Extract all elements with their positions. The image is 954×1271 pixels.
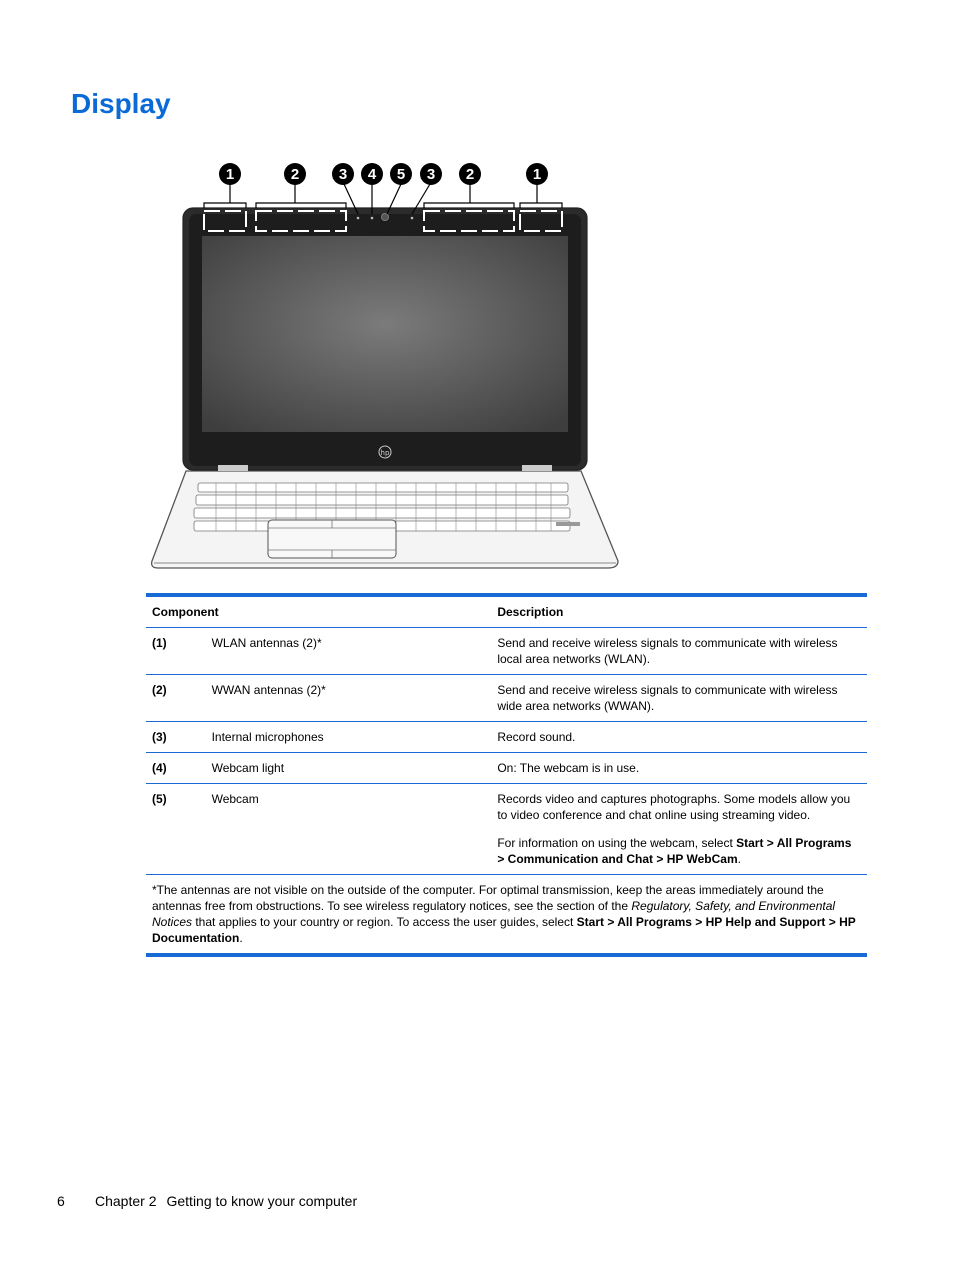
table-row (146, 675, 867, 722)
row-component: WWAN antennas (2)* (211, 683, 326, 697)
row-description: Record sound. (497, 730, 576, 744)
table-footnote-row (146, 875, 867, 956)
webcam-info (497, 835, 861, 867)
row-component: WLAN antennas (2)* (211, 636, 322, 650)
callout-3b: 3 (426, 166, 436, 183)
table-row (146, 753, 867, 784)
antenna-footnote (146, 875, 867, 956)
row-component: Webcam (211, 792, 259, 806)
footnote-text-3: . (239, 931, 243, 945)
footnote-doc-title: Regulatory, Safety, and Environmental Notices (152, 899, 836, 929)
row-number: (3) (152, 730, 167, 744)
callout-1b: 1 (532, 166, 542, 183)
row-number: (1) (152, 636, 167, 650)
chapter-title: Getting to know your computer (166, 1193, 358, 1209)
table-row (146, 784, 867, 875)
laptop-display-illustration (146, 156, 626, 576)
callout-4: 4 (367, 166, 377, 183)
callout-5: 5 (396, 166, 406, 183)
component-table (146, 593, 867, 957)
row-description: On: The webcam is in use. (497, 761, 640, 775)
svg-text:hp: hp (380, 449, 390, 457)
webcam-menu-path: Start > All Programs > Communication and Chat > HP WebCam (497, 836, 852, 866)
row-description (491, 784, 867, 875)
page-footer (57, 1193, 357, 1209)
page-number: 6 (57, 1193, 65, 1209)
callout-1a: 1 (225, 166, 235, 183)
header-description: Description (497, 605, 564, 619)
callout-2a: 2 (290, 166, 300, 183)
webcam-info-end: . (737, 852, 741, 866)
row-description: Send and receive wireless signals to communicate with wireless wide area networks (WWAN). (497, 683, 838, 713)
chapter-label: Chapter 2 (95, 1193, 157, 1209)
row-component: Internal microphones (211, 730, 324, 744)
footnote-text-1: *The antennas are not visible on the outside of the computer. For optimal transmission, keep the areas immediately around the antennas free from obstructions. To see wireless regulatory notices, see the section of the (152, 883, 824, 913)
table-row (146, 722, 867, 753)
row-description: Send and receive wireless signals to communicate with wireless local area networks (WLAN). (497, 636, 838, 666)
callout-3a: 3 (338, 166, 348, 183)
callout-2b: 2 (465, 166, 475, 183)
page-title: Display (71, 88, 171, 119)
row-number: (2) (152, 683, 167, 697)
footnote-menu-path: Start > All Programs > HP Help and Support > HP Documentation (152, 915, 856, 945)
row-number: (4) (152, 761, 167, 775)
webcam-description: Records video and captures photographs. Some models allow you to video conference and chat online using streaming video. (497, 792, 851, 822)
row-component: Webcam light (211, 761, 285, 775)
webcam-info-text: For information on using the webcam, select (497, 836, 737, 850)
footnote-text-2: that applies to your country or region. To access the user guides, select (192, 915, 577, 929)
table-row (146, 628, 867, 675)
table-header-row (146, 595, 867, 628)
header-component: Component (152, 605, 219, 619)
row-number: (5) (152, 792, 167, 806)
